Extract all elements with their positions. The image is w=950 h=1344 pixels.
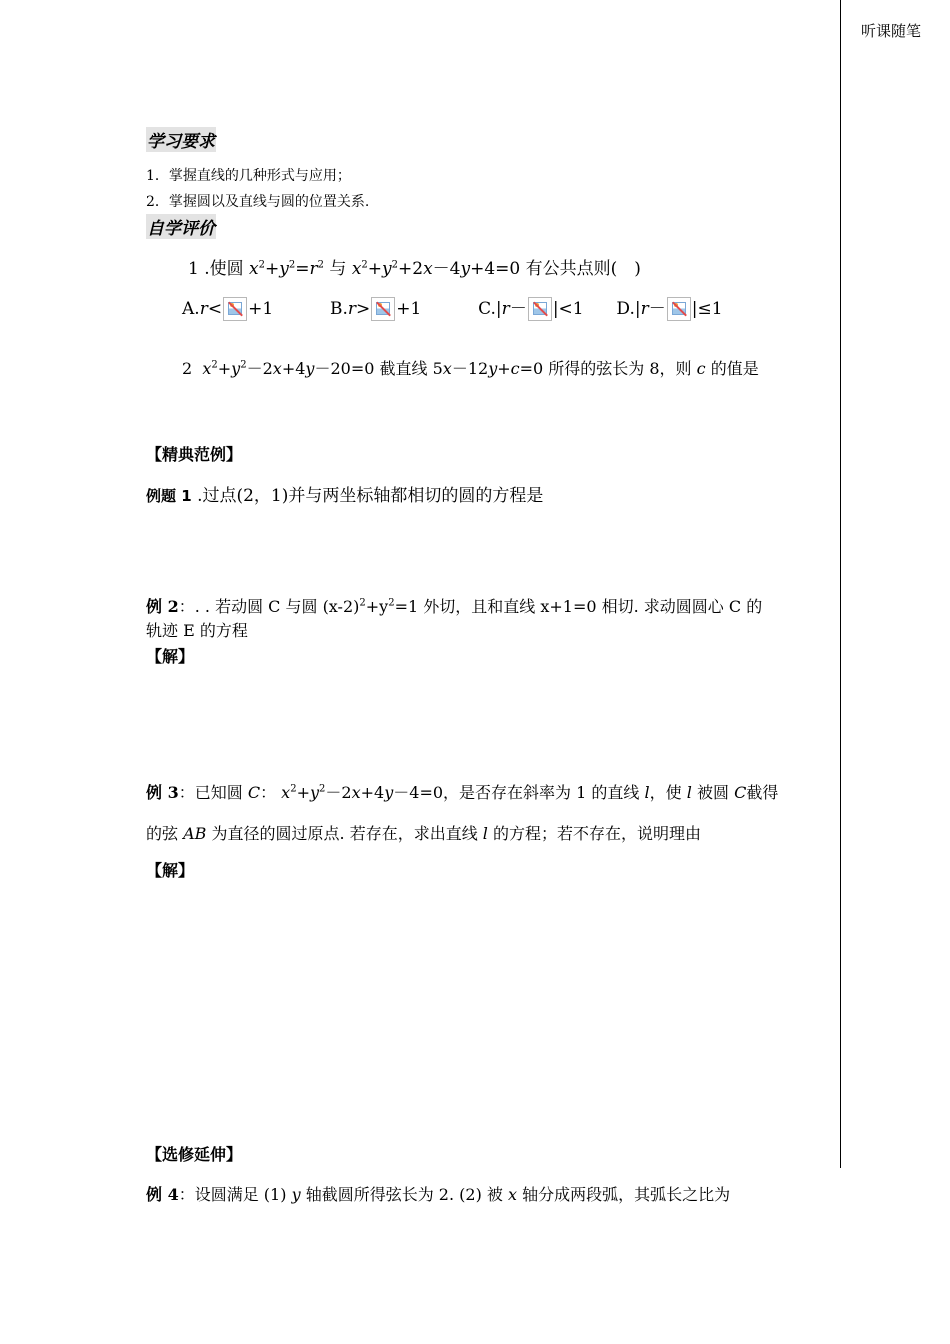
option-c[interactable]: C.|r－ |<1: [478, 299, 584, 319]
sidebar-title: 听课随笔: [861, 22, 922, 40]
sidebar-divider: [840, 0, 841, 1168]
example-3-line-1: 例 3：已知圆 C： $x^2+y^2-2x+4y-4=0$，是否存在斜率为 1 的直线 l，使 l 被圆 C截得: [146, 783, 779, 802]
q1-prefix: 1 .使圆: [188, 259, 250, 279]
question-2: 2 $x^2+y^2-2x+4y-20=0$ 截直线 5x－12y+c=0 所得的弦长为 8，则 c 的值是: [182, 359, 759, 378]
example-1: 例题 1 .过点(2，1)并与两坐标轴都相切的圆的方程是: [146, 486, 544, 506]
question-1-options: [182, 294, 723, 321]
broken-image-icon: [371, 297, 395, 321]
classic-heading: 【精典范例】: [146, 445, 243, 464]
broken-image-icon: [667, 297, 691, 321]
example-3-line-2: 的弦 AB 为直径的圆过原点. 若存在，求出直线 l 的方程；若不存在，说明理由: [146, 824, 702, 843]
option-b[interactable]: B.r> +1: [329, 299, 422, 319]
learning-heading: 学习要求: [146, 127, 216, 152]
q1-suffix: 有公共点则( ): [525, 259, 641, 279]
example-2-line-2: 轨迹 E 的方程: [146, 621, 248, 640]
option-d[interactable]: D.|r－ |≤1: [616, 299, 723, 319]
question-1: 1 .使圆 $x^2+y^2=r^2$ 与 $x^2+y^2+2x-4y+4=0$ 有公共点则( ): [188, 259, 641, 279]
example-4: 例 4：设圆满足 (1) y 轴截圆所得弦长为 2. (2) 被 x 轴分成两段弧，其弧长之比为: [146, 1185, 731, 1204]
example-2-solution-label: 【解】: [146, 647, 195, 666]
broken-image-icon: [528, 297, 552, 321]
broken-image-icon: [223, 297, 247, 321]
option-a[interactable]: A.r< +1: [182, 299, 274, 319]
example-2-line-1: 例 2：. . 若动圆 C 与圆 $(x-2)^2+y^2=1$ 外切，且和直线 x+1=0 相切. 求动圆圆心 C 的: [146, 597, 763, 616]
example-3-solution-label: 【解】: [146, 861, 195, 880]
learning-item-1: 1．掌握直线的几种形式与应用；: [146, 168, 351, 184]
learning-item-2: 2．掌握圆以及直线与圆的位置关系.: [146, 194, 370, 210]
self-eval-heading: 自学评价: [146, 214, 216, 239]
elective-heading: 【选修延伸】: [146, 1145, 243, 1164]
